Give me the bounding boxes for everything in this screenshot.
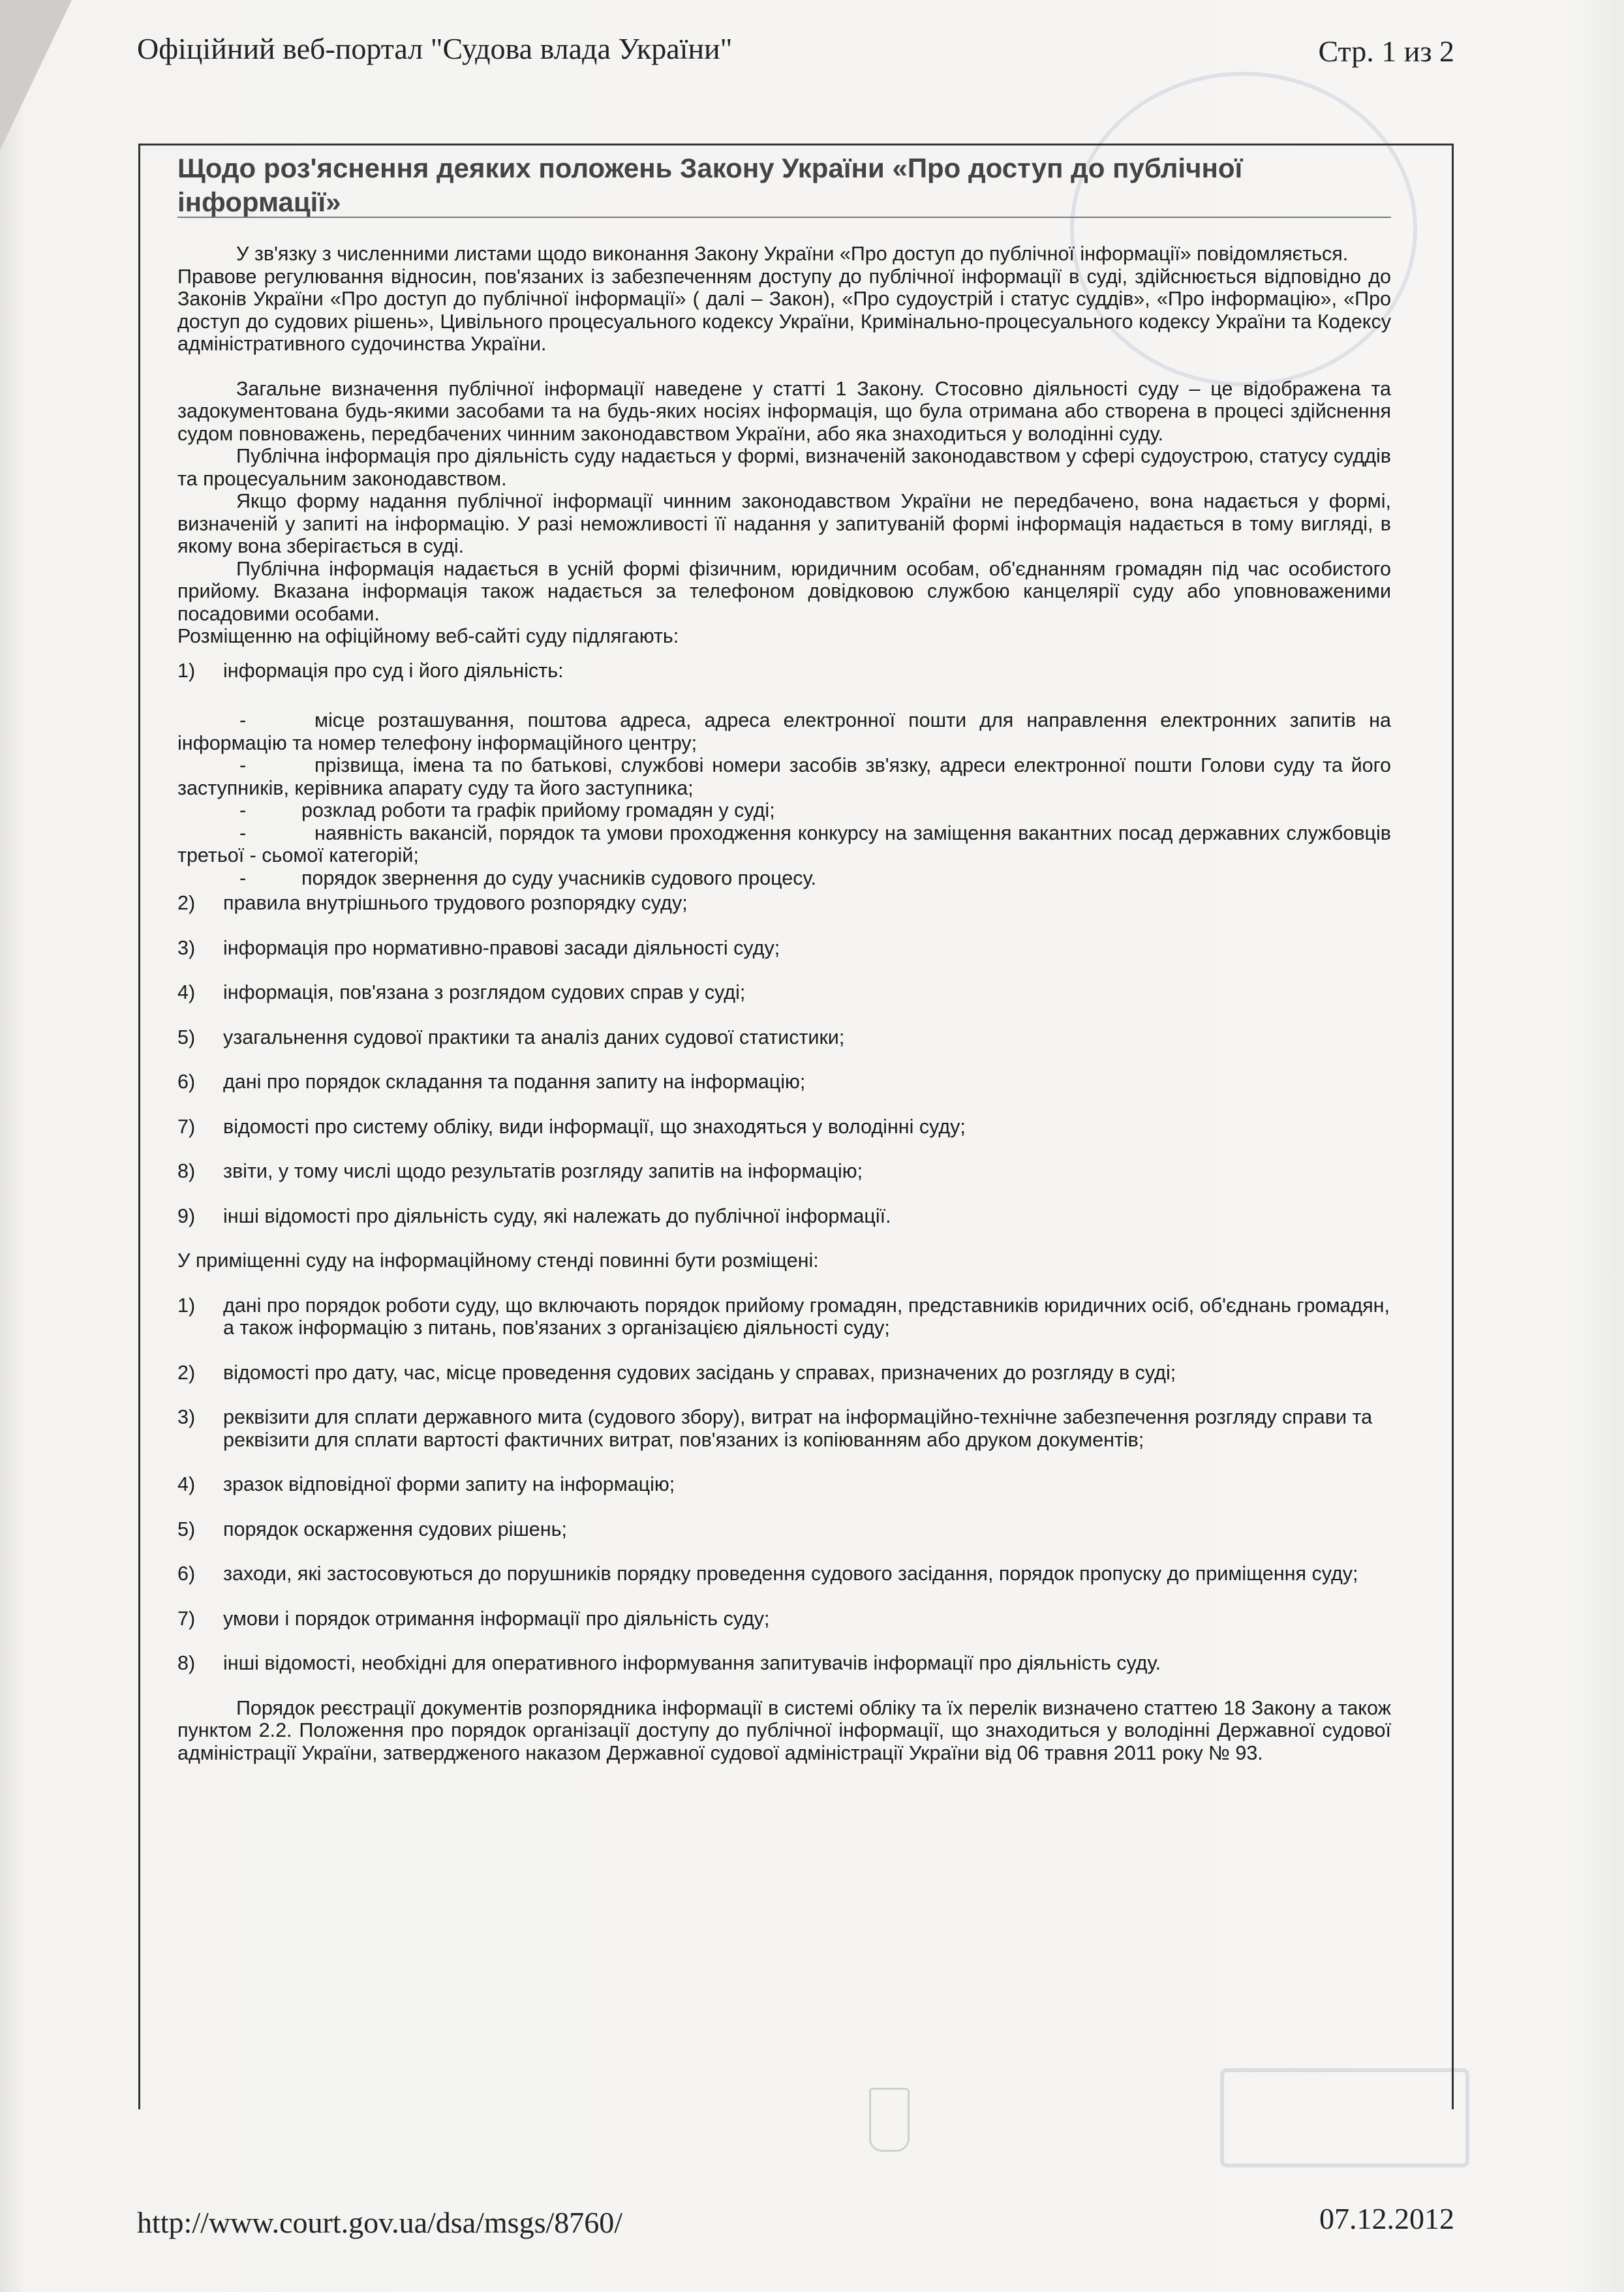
document-title: Щодо роз'яснення деяких положень Закону України «Про доступ до публічної інформації» bbox=[177, 153, 1243, 217]
list-text: умови і порядок отримання інформації про діяльність суду; bbox=[223, 1607, 770, 1630]
list-item bbox=[177, 1518, 1391, 1541]
dash-marker: - bbox=[239, 821, 247, 844]
list-text: реквізити для сплати державного мита (судового збору), витрат на інформаційно-технічне забезпечення розгляду справи та реквізити для сплати вартості фактичних витрат, пов'язаних із копіюванням або друком документів; bbox=[223, 1406, 1373, 1451]
list-number: 1) bbox=[177, 1294, 196, 1317]
list-text: відомості про систему обліку, види інформації, що знаходяться у володінні суду; bbox=[223, 1115, 966, 1138]
list-number: 8) bbox=[177, 1160, 196, 1182]
sub-list-text: місце розташування, поштова адреса, адреса електронної пошти для направлення електронних запитів на інформацію та номер телефону інформаційного центру; bbox=[177, 709, 1391, 754]
list-number: 2) bbox=[177, 1361, 196, 1384]
list-number: 9) bbox=[177, 1204, 196, 1227]
sub-list-text: наявність вакансій, порядок та умови проходження конкурсу на заміщення вакантних посад державних службовців третьої - сьомої категорій; bbox=[177, 821, 1391, 866]
list-number: 8) bbox=[177, 1652, 196, 1674]
list-number: 6) bbox=[177, 1563, 196, 1585]
list-number: 6) bbox=[177, 1071, 196, 1093]
stand-intro: У приміщенні суду на інформаційному стенді повинні бути розміщені: bbox=[177, 1249, 819, 1272]
list-item bbox=[177, 1473, 1391, 1496]
dash-marker: - bbox=[239, 754, 247, 776]
list-number: 3) bbox=[177, 1406, 196, 1428]
list-number: 4) bbox=[177, 1473, 196, 1495]
list-text: інші відомості про діяльність суду, які належать до публічної інформації. bbox=[223, 1204, 891, 1227]
general-paragraph: Публічна інформація про діяльність суду надається у формі, визначеній законодавством у сфері судоустрою, статусу суддів та процесуальним законодавством. bbox=[177, 445, 1391, 490]
list-number: 2) bbox=[177, 892, 196, 914]
page-indicator: Стр. 1 из 2 bbox=[1318, 35, 1454, 68]
list-item bbox=[177, 1205, 1391, 1228]
list-item bbox=[177, 1563, 1391, 1585]
list-text: зразок відповідної форми запиту на інформацію; bbox=[223, 1473, 675, 1495]
list-item bbox=[177, 892, 1391, 915]
list-item bbox=[177, 1608, 1391, 1630]
list-item bbox=[177, 1160, 1391, 1183]
list-number: 3) bbox=[177, 936, 196, 959]
list-item bbox=[177, 981, 1391, 1004]
sub-list-item bbox=[177, 867, 1391, 890]
list-item bbox=[177, 937, 1391, 960]
sub-list-item bbox=[177, 754, 1391, 799]
list-text: інші відомості, необхідні для оперативного інформування запитувачів інформації про діяльність суду. bbox=[223, 1652, 1161, 1674]
list-text: інформація про нормативно-правові засади діяльності суду; bbox=[223, 936, 780, 959]
list-number: 5) bbox=[177, 1026, 196, 1048]
dash-marker: - bbox=[239, 799, 247, 821]
sub-list-item bbox=[177, 799, 1391, 822]
list-number: 5) bbox=[177, 1518, 196, 1540]
list-number: 4) bbox=[177, 981, 196, 1003]
general-paragraph: Якщо форму надання публічної інформації чинним законодавством України не передбачено, вона надається у формі, визначеній у запиті на інформацію. У разі неможливості її надання у запитуваній формі інформація надається в тому вигляді, в якому вона зберігається в суді. bbox=[177, 490, 1391, 557]
general-paragraph: Загальне визначення публічної інформації наведене у статті 1 Закону. Стосовно діяльності суду – це відображена та задокументована будь-якими засобами та на будь-яких носіях інформація, що була отримана або створена в процесі здійснення судом повноважень, передбачених чинним законодавством України, або яка знаходиться у володінні суду. bbox=[177, 377, 1391, 445]
list-number: 7) bbox=[177, 1115, 196, 1138]
folded-corner bbox=[0, 0, 72, 150]
document-body bbox=[177, 243, 1391, 1764]
sub-list-text: прізвища, імена та по батькові, службові номери засобів зв'язку, адреси електронної пошти Голови суду та його заступників, керівника апарату суду та його заступника; bbox=[177, 754, 1391, 799]
list-item bbox=[177, 1294, 1391, 1339]
dash-marker: - bbox=[239, 866, 247, 889]
portal-title: Офіційний веб-портал "Судова влада України" bbox=[137, 32, 733, 65]
list-item bbox=[177, 1406, 1391, 1451]
intro-paragraph: У зв'язку з численними листами щодо виконання Закону України «Про доступ до публічної інформації» повідомляється. bbox=[236, 243, 1349, 265]
list-text: інформація, пов'язана з розглядом судових справ у суді; bbox=[223, 981, 746, 1003]
print-date: 07.12.2012 bbox=[1319, 2202, 1454, 2235]
list-text: відомості про дату, час, місце проведення судових засідань у справах, призначених до розгляду в суді; bbox=[223, 1361, 1176, 1384]
list-text: узагальнення судової практики та аналіз даних судової статистики; bbox=[223, 1026, 845, 1048]
list-text: дані про порядок роботи суду, що включають порядок прийому громадян, представників юридичних осіб, об'єднань громадян, а також інформацію з питань, пов'язаних з організацією діяльності суду; bbox=[223, 1294, 1390, 1339]
list-text: дані про порядок складання та подання запиту на інформацію; bbox=[223, 1071, 806, 1093]
list-text: заходи, які застосовуються до порушників порядку проведення судового засідання, порядок пропуску до приміщення суду; bbox=[223, 1563, 1358, 1585]
intro-paragraph: Правове регулювання відносин, пов'язаних із забезпеченням доступу до публічної інформації в суді, здійснюється відповідно до Законів України «Про доступ до публічної інформації» ( далі – Закон), «Про судоустрій і статус суддів», «Про інформацію», «Про доступ до судових рішень», Цивільного процесуального кодексу України, Кримінально-процесуального кодексу України та Кодексу адміністративного судочинства України. bbox=[177, 265, 1391, 355]
list-text: інформація про суд і його діяльність: bbox=[223, 659, 564, 682]
list-text: правила внутрішнього трудового розпорядку суду; bbox=[223, 892, 688, 914]
website-intro: Розміщенню на офіційному веб-сайті суду підлягають: bbox=[177, 625, 679, 647]
closing-paragraph: Порядок реєстрації документів розпорядника інформації в системі обліку та їх перелік визначено статтею 18 Закону а також пунктом 2.2. Положення про порядок організації доступу до публічної інформації, що знаходиться у володінні Державної судової адміністрації України, затвердженого наказом Державної судової адміністрації України від 06 травня 2011 року № 93. bbox=[177, 1696, 1391, 1764]
list-text: звіти, у тому числі щодо результатів розгляду запитів на інформацію; bbox=[223, 1160, 863, 1182]
source-url-link[interactable]: http://www.court.gov.ua/dsa/msgs/8760/ bbox=[137, 2206, 623, 2239]
sub-list-item bbox=[177, 709, 1391, 754]
title-divider bbox=[177, 217, 1391, 218]
list-item bbox=[177, 1652, 1391, 1675]
list-text: порядок оскарження судових рішень; bbox=[223, 1518, 567, 1540]
general-paragraph: Публічна інформація надається в усній формі фізичним, юридичним особам, об'єднанням громадян під час особистого прийому. Вказана інформація також надається за телефоном довідковою службою канцелярії суду або уповноваженими посадовими особами. bbox=[177, 557, 1391, 625]
list-number: 1) bbox=[177, 659, 196, 682]
list-item bbox=[177, 1071, 1391, 1093]
list-item bbox=[177, 1116, 1391, 1138]
list-item bbox=[177, 660, 1391, 682]
sub-list-text: порядок звернення до суду учасників судового процесу. bbox=[301, 866, 817, 889]
sub-list-item bbox=[177, 822, 1391, 867]
sub-list-text: розклад роботи та графік прийому громадян у суді; bbox=[301, 799, 775, 821]
list-number: 7) bbox=[177, 1607, 196, 1630]
list-item bbox=[177, 1362, 1391, 1384]
dash-marker: - bbox=[239, 709, 247, 731]
list-item bbox=[177, 1026, 1391, 1049]
